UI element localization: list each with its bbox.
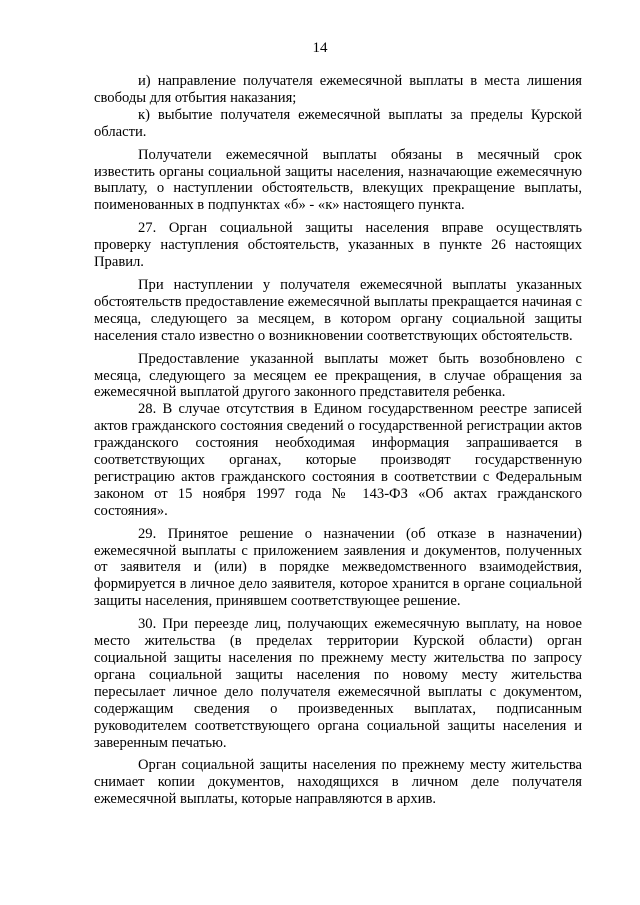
paragraph-subitem-k: к) выбытие получателя ежемесячной выплаты за пределы Курской области. [94, 106, 582, 140]
paragraph-resumption: Предоставление указанной выплаты может быть возобновлено с месяца, следующего за месяцем ее прекращения, в случае обращения за ежемесячной выплатой другого законного представителя ребенка. [94, 350, 582, 401]
paragraph-clause-29: 29. Принятое решение о назначении (об отказе в назначении) ежемесячной выплаты с приложением заявления и документов, полученных от заявителя и (или) в порядке межведомственного взаимодействия, формируется в личное дело заявителя, которое хранится в органе социальной защиты населения, принявшем соответствующее решение. [94, 525, 582, 610]
paragraph-clause-30: 30. При переезде лиц, получающих ежемесячную выплату, на новое место жительства (в пределах территории Курской области) орган социальной защиты населения по прежнему месту жительства по запросу органа социальной защиты населения по новому месту жительства пересылает личное дело получателя ежемесячной выплаты с документом, содержащим сведения о произведенных выплатах, подписанным руководителем соответствующего органа социальной защиты населения и заверенным печатью. [94, 616, 582, 751]
paragraph-recipients-duty: Получатели ежемесячной выплаты обязаны в месячный срок известить органы социальной защиты населения, назначающие ежемесячную выплату, о наступлении обстоятельств, влекущих прекращение выплаты, поименованных в подпунктах «б» - «к» настоящего пункта. [94, 146, 582, 214]
paragraph-subitem-i: и) направление получателя ежемесячной выплаты в места лишения свободы для отбытия наказания; [94, 73, 582, 106]
page-number: 14 [312, 40, 328, 56]
paragraph-termination: При наступлении у получателя ежемесячной выплаты указанных обстоятельств предоставление ежемесячной выплаты прекращается начиная с месяца, следующего за месяцем, в котором органу социальной защиты населения стало известно о возникновении соответствующих обстоятельств. [94, 276, 582, 344]
paragraph-clause-27: 27. Орган социальной защиты населения вправе осуществлять проверку наступления обстоятельств, указанных в пункте 26 настоящих Правил. [94, 220, 582, 271]
paragraph-archive: Орган социальной защиты населения по прежнему месту жительства снимает копии документов, находящихся в личном деле получателя ежемесячной выплаты, которые направляются в архив. [94, 757, 582, 808]
document-body [94, 73, 582, 808]
paragraph-clause-28: 28. В случае отсутствия в Едином государственном реестре записей актов гражданского состояния сведений о государственной регистрации актов гражданского состояния необходимая информация запрашивается в соответствующих органах, которые производят государственную регистрацию актов гражданского состояния в соответствии с Федеральным законом от 15 ноября 1997 года № 143-ФЗ «Об актах гражданского состояния». [94, 401, 582, 519]
